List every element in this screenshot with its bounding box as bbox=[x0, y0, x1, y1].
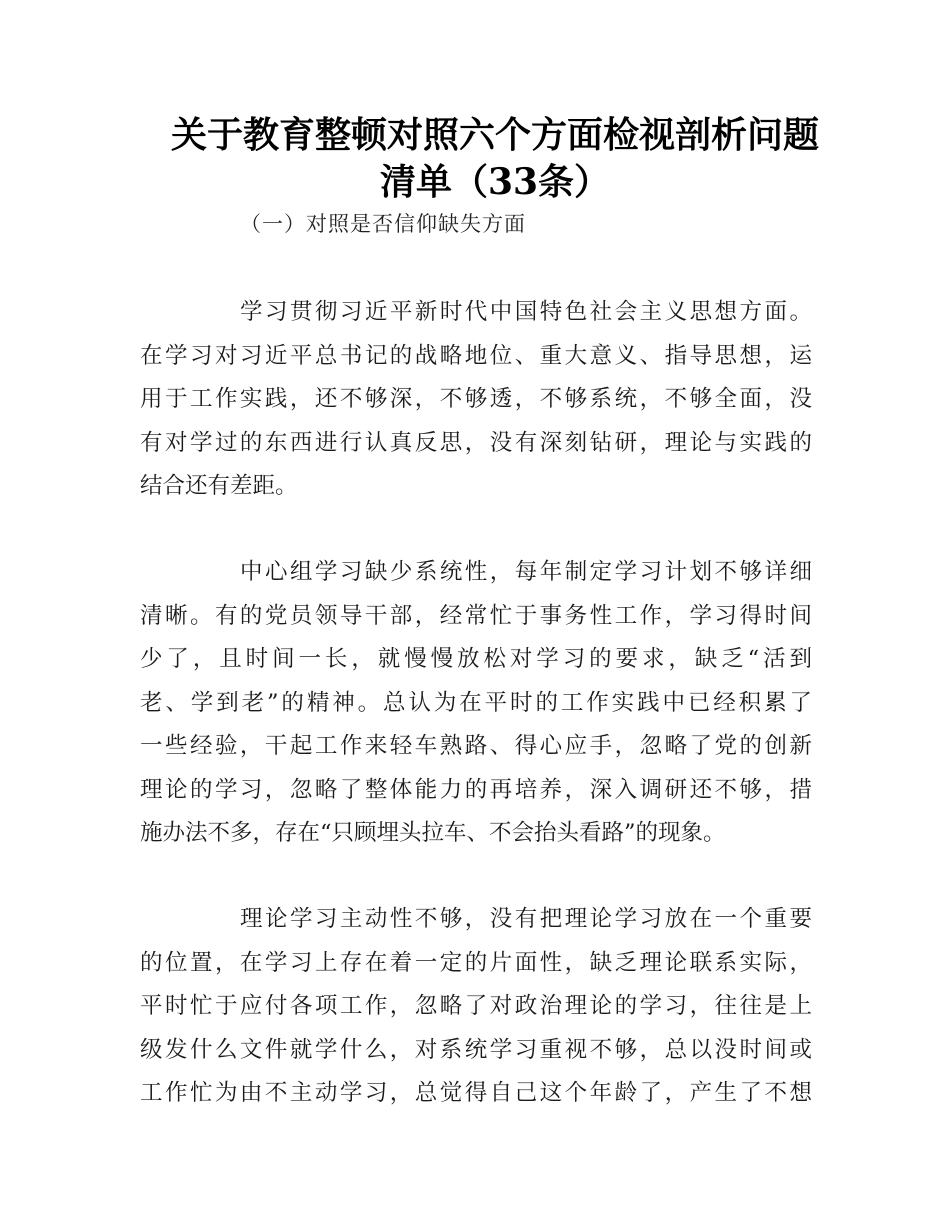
paragraph-line: 结合还有差距。 bbox=[140, 473, 298, 499]
paragraph-line: 理论学习主动性不够，没有把理论学习放在一个重要 bbox=[240, 906, 812, 932]
paragraph-line: 少了，且时间一长，就慢慢放松对学习的要求，缺乏“活到 bbox=[140, 646, 812, 672]
paragraph-line: 理论的学习，忽略了整体能力的再培养，深入调研还不够，措 bbox=[140, 776, 812, 803]
paragraph-line: 学习贯彻习近平新时代中国特色社会主义思想方面。 bbox=[240, 299, 812, 325]
paragraph-line: 施办法不多，存在“只顾埋头拉车、不会抬头看路”的现象。 bbox=[140, 820, 726, 846]
paragraph-line: 中心组学习缺少系统性，每年制定学习计划不够详细 bbox=[240, 559, 812, 585]
document-title-line-1: 关于教育整顿对照六个方面检视剖析问题 bbox=[170, 114, 819, 156]
section-heading: （一）对照是否信仰缺失方面 bbox=[240, 212, 526, 236]
paragraph-line: 的位置，在学习上存在着一定的片面性，缺乏理论联系实际， bbox=[140, 949, 812, 976]
document-title-line-2: 清单（33条） bbox=[379, 161, 611, 203]
paragraph-1 bbox=[140, 291, 812, 509]
paragraph-line: 在学习对习近平总书记的战略地位、重大意义、指导思想，运 bbox=[140, 342, 812, 369]
paragraph-line: 老、学到老”的精神。总认为在平时的工作实践中已经积累了 bbox=[140, 689, 812, 716]
paragraph-line: 级发什么文件就学什么，对系统学习重视不够，总以没时间或 bbox=[140, 1036, 812, 1063]
paragraph-line: 有对学过的东西进行认真反思，没有深刻钻研，理论与实践的 bbox=[140, 429, 812, 456]
paragraph-line: 工作忙为由不主动学习，总觉得自己这个年龄了，产生了不想 bbox=[140, 1080, 812, 1106]
paragraph-2 bbox=[140, 551, 812, 856]
paragraph-line: 一些经验，干起工作来轻车熟路、得心应手，忽略了党的创新 bbox=[140, 733, 812, 759]
paragraph-line: 平时忙于应付各项工作，忽略了对政治理论的学习，往往是上 bbox=[140, 993, 812, 1019]
paragraph-line: 用于工作实践，还不够深，不够透，不够系统，不够全面，没 bbox=[140, 386, 812, 412]
paragraph-line: 清晰。有的党员领导干部，经常忙于事务性工作，学习得时间 bbox=[140, 602, 812, 629]
paragraph-3 bbox=[140, 898, 812, 1116]
